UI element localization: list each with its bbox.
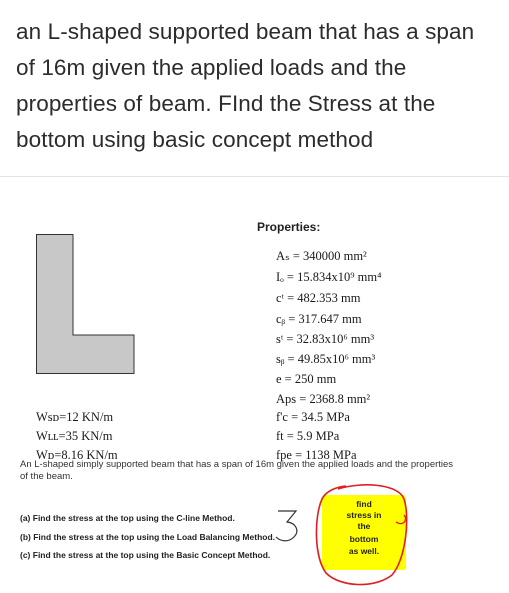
prop-moment-of-inertia: Iₒ = 15.834x10⁹ mm⁴ xyxy=(276,270,382,284)
problem-description: An L-shaped simply supported beam that has a span of 16m given the applied loads and the properties of the beam. xyxy=(20,459,454,482)
load-superimposed-dead: Wsᴅ=12 KN/m xyxy=(36,410,114,424)
prop-area: Aₛ = 340000 mm² xyxy=(276,249,367,263)
prop-st: sᵗ = 32.83x10⁶ mm³ xyxy=(276,332,375,346)
prop-ft: ft = 5.9 MPa xyxy=(276,429,340,443)
prop-eccentricity: e = 250 mm xyxy=(276,372,337,386)
prop-fpe: fpe = 1138 MPa xyxy=(276,448,357,462)
problem-figure xyxy=(0,177,509,593)
load-dead: Wᴅ=8.16 KN/m xyxy=(36,448,118,462)
note-line-1: find xyxy=(356,499,372,509)
prop-ct: cᵗ = 482.353 mm xyxy=(276,291,361,305)
part-c: (c) Find the stress at the top using the Basic Concept Method. xyxy=(20,550,271,560)
load-live: Wʟʟ=35 KN/m xyxy=(36,429,113,443)
red-ink-annotations xyxy=(0,177,509,593)
note-line-2: stress in xyxy=(346,510,382,520)
prop-cb: cᵦ = 317.647 mm xyxy=(276,312,362,326)
part-b: (b) Find the stress at the top using the Load Balancing Method. xyxy=(20,532,276,542)
note-line-3: the xyxy=(357,521,371,531)
prop-sb: sᵦ = 49.85x10⁶ mm³ xyxy=(276,352,376,366)
red-scribble-arrow xyxy=(396,515,406,524)
prop-aps: Aps = 2368.8 mm² xyxy=(276,392,371,406)
part-a: (a) Find the stress at the top using the C-line Method. xyxy=(20,513,235,523)
red-circle-annotation xyxy=(316,485,406,585)
bracket-three-mark xyxy=(276,511,297,541)
note-line-4: bottom xyxy=(349,534,379,544)
question-text: an L-shaped supported beam that has a span of 16m given the applied loads and the properties of beam. FInd the Stress at the bottom using basic concept method xyxy=(16,19,475,152)
properties-title: Properties: xyxy=(257,220,321,234)
note-line-5: as well. xyxy=(348,546,380,556)
prop-fc: f'c = 34.5 MPa xyxy=(276,410,350,424)
